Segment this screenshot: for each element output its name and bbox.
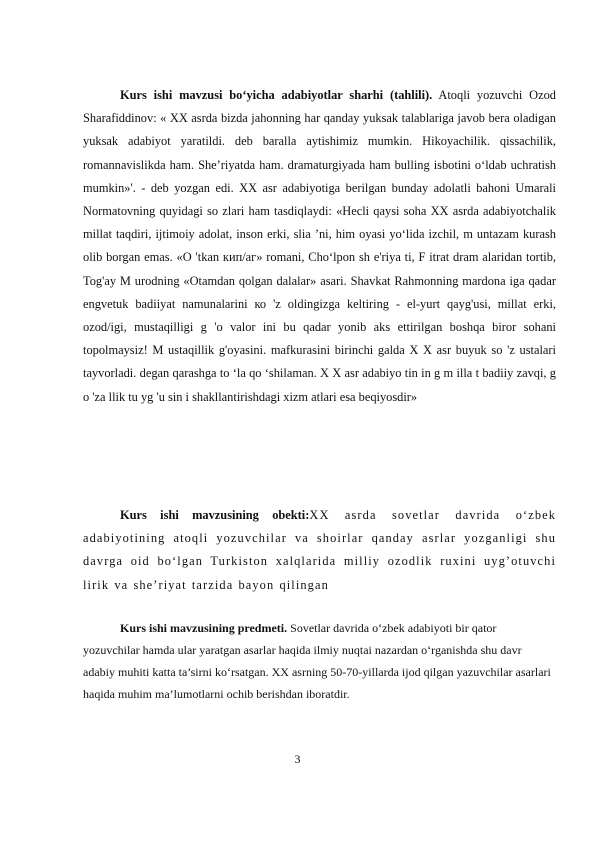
subject-paragraph bbox=[83, 617, 556, 705]
literature-review-paragraph bbox=[83, 84, 556, 409]
literature-review-text: Atoqli yozuvchi Ozod Sharafiddinov: « XX asrda bizda jahonning har qanday yuksak talablariga javob bera oladigan yuksak adabiyot yaratildi. deb baralla aytishimiz mumkin. Hikoyachilik. qissachilik, romannavislikda ham. She’riyatda ham. dramaturgiyada ham bulling isbotini o‘ldab uchratish mumkin»'. - deb yozgan edi. XX asr adabiyotiga berilgan bunday adolatli bahoni Umarali Normatovning quyidagi so zlari ham tasdiqlaydi: «Hecli qaysi soha XX asrda adabiyotchalik millat taqdiri, ijtimoiy adolat, inson erki, slia ’ni, him oyasi yo‘lida izchil, m untazam kurash olib borgan emas. «O 'tkan кип/аг» romani, Cho‘lpon sh e'riya ti, F itrat dram alaridan tortib, Tog'ay M urodning «Otamdan qolgan dalalar» asari. Shavkat Rahmonning mardona iga qadar engvetuk badiiyat namunalarini ко 'z oldingizga keltiring - el-yurt qayg'usi, millat erki, ozod/igi, mustaqilligi g 'o valor ini bu qadar yonib aks ettirilgan boshqa biror sohani topolmaysiz! M ustaqillik g'oyasini. mafkurasini birinchi galda X X asr buyuk so 'z ustalari tayvorladi. degan qarashga to ‘la qo ‘shilaman. X X asr adabiyo tin in g m illa t badiiy zavqi, g o 'za llik tu yg 'u sin i shakllantirishdagi xizm atlari esa beqiyosdir» bbox=[83, 88, 556, 404]
object-heading: Kurs ishi mavzusining obekti: bbox=[120, 508, 310, 522]
object-text: XX asrda sovetlar davrida o‘zbek adabiyotining atoqli yozuvchilar va shoirlar qanday asrlar yozganligi shu davrga oid bo‘lgan Turkiston xalqlarida milliy ozodlik ruxini uyg’otuvchi lirik va she’riyat tarzida bayon qilingan bbox=[83, 508, 557, 592]
subject-heading: Kurs ishi mavzusining predmeti. bbox=[120, 621, 288, 635]
literature-review-heading: Kurs ishi mavzusi bo‘yicha adabiyotlar sharhi (tahlili). bbox=[120, 88, 433, 102]
page-number: 3 bbox=[294, 752, 301, 766]
subject-text: Sovetlar davrida o‘zbek adabiyoti bir qator yozuvchilar hamda ular yaratgan asarlar haqida ilmiy nuqtai nazardan o‘rganishda shu davr adabiy muhiti katta ta’sirni ko‘rsatgan. XX asrning 50-70-yillarda ijod qilgan yazuvchilar asarlari haqida muhim ma’lumotlarni ochib berishdan iboratdir. bbox=[83, 621, 551, 701]
object-paragraph bbox=[83, 504, 556, 597]
